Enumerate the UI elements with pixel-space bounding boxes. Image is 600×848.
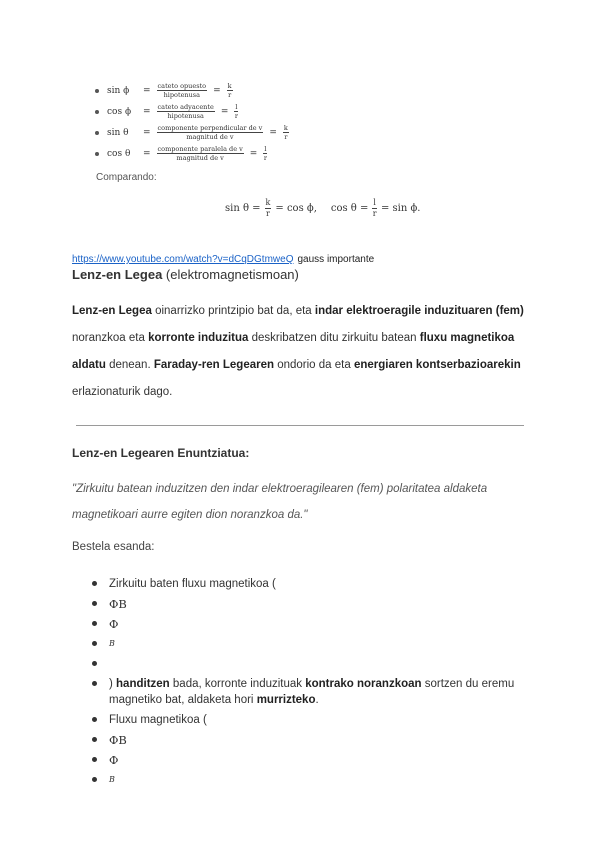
comparison-formula: sin θ = $\frac{k}{r}$ = cos ϕ, cos θ = $\frac{l}{r}$ = sin ϕ.: [225, 198, 421, 218]
list-item: ) handitzen bada, korronte induzituak kontrako noranzkoan sortzen du eremu magnetiko bat, aldaketa hori murrizteko.: [92, 676, 532, 708]
list-item: ΦB: [92, 596, 532, 612]
trig-ratio: $\frac{k}{r}$: [283, 124, 288, 141]
statement-quote: "Zirkuitu batean induzitzen den indar elektroeragilearen (fem) polaritatea aldaketa magnetikoari aurre egiten dion noranzkoa da.": [72, 483, 488, 521]
trig-lhs: sin ϕ: [107, 85, 130, 96]
trig-fraction: $\frac{\text{componente perpendicular de v}}{\text{magnitud de v}}$: [157, 124, 263, 141]
alternative-label: Bestela esanda:: [72, 541, 155, 553]
list-item: Fluxu magnetikoa (: [92, 712, 532, 728]
statement-heading: Lenz-en Legearen Enuntziatua:: [72, 446, 250, 460]
bullet-list: [92, 576, 532, 792]
comparing-label: Comparando:: [96, 172, 157, 183]
link-line: [72, 254, 374, 265]
bullet-icon: [92, 641, 97, 646]
trig-fraction: $\frac{\text{componente paralela de v}}{\text{magnitud de v}}$: [157, 145, 243, 162]
link-note: gauss importante: [297, 254, 375, 265]
bullet-icon: [92, 737, 97, 742]
bullet-icon: [92, 757, 97, 762]
trig-lhs: cos θ: [107, 148, 131, 159]
trig-definitions-list: [95, 80, 293, 164]
youtube-link[interactable]: https://www.youtube.com/watch?v=dCqDGtmweQ: [72, 254, 294, 265]
bullet-icon: [92, 601, 97, 606]
section-title-rest: (elektromagnetismoan): [165, 267, 299, 282]
bullet-icon: [92, 681, 97, 686]
bullet-icon: [92, 777, 97, 782]
trig-item-cos-phi: cos ϕ = $\frac{\text{cateto adyacente}}{\text{hipotenusa}}$ = $\frac{l}{r}$: [95, 101, 293, 122]
bullet-icon: [92, 621, 97, 626]
intro-paragraph: Lenz-en Legea oinarrizko printzipio bat da, eta indar elektroeragile induzituaren (fem) noranzkoa eta korronte induzitua deskribatzen ditu zirkuitu batean fluxu magnetikoa aldatu denean. Faraday-ren Legearen ondorio da eta energiaren kontserbazioarekin erlazionaturik dago.: [72, 305, 524, 398]
bullet-icon: [92, 717, 97, 722]
trig-ratio: $\frac{k}{r}$: [227, 82, 232, 99]
trig-ratio: $\frac{l}{r}$: [263, 145, 267, 162]
trig-fraction: $\frac{\text{cateto opuesto}}{\text{hipotenusa}}$: [157, 82, 207, 99]
list-item: B: [92, 772, 532, 788]
trig-lhs: sin θ: [107, 127, 129, 138]
section-title-bold: Lenz-en Legea: [72, 267, 163, 282]
trig-lhs: cos ϕ: [107, 106, 132, 117]
trig-item-cos-theta: cos θ = $\frac{\text{componente paralela de v}}{\text{magnitud de v}}$ = $\frac{l}{r}$: [95, 143, 293, 164]
list-item: Φ: [92, 616, 532, 632]
bullet-icon: [92, 581, 97, 586]
bullet-icon: [95, 110, 99, 114]
horizontal-divider: [76, 425, 524, 426]
bullet-icon: [95, 152, 99, 156]
section-title: [72, 267, 299, 282]
trig-ratio: $\frac{l}{r}$: [234, 103, 238, 120]
bullet-icon: [92, 661, 97, 666]
list-item: Zirkuitu baten fluxu magnetikoa (: [92, 576, 532, 592]
trig-fraction: $\frac{\text{cateto adyacente}}{\text{hipotenusa}}$: [157, 103, 214, 120]
list-item: B: [92, 636, 532, 652]
bullet-icon: [95, 131, 99, 135]
list-item: ΦB: [92, 732, 532, 748]
trig-item-sin-phi: sin ϕ = $\frac{\text{cateto opuesto}}{\text{hipotenusa}}$ = $\frac{k}{r}$: [95, 80, 293, 101]
list-item: Φ: [92, 752, 532, 768]
trig-item-sin-theta: sin θ = $\frac{\text{componente perpendicular de v}}{\text{magnitud de v}}$ = $\frac{k}{r}$: [95, 122, 293, 143]
bullet-icon: [95, 89, 99, 93]
list-item-empty: [92, 656, 532, 672]
